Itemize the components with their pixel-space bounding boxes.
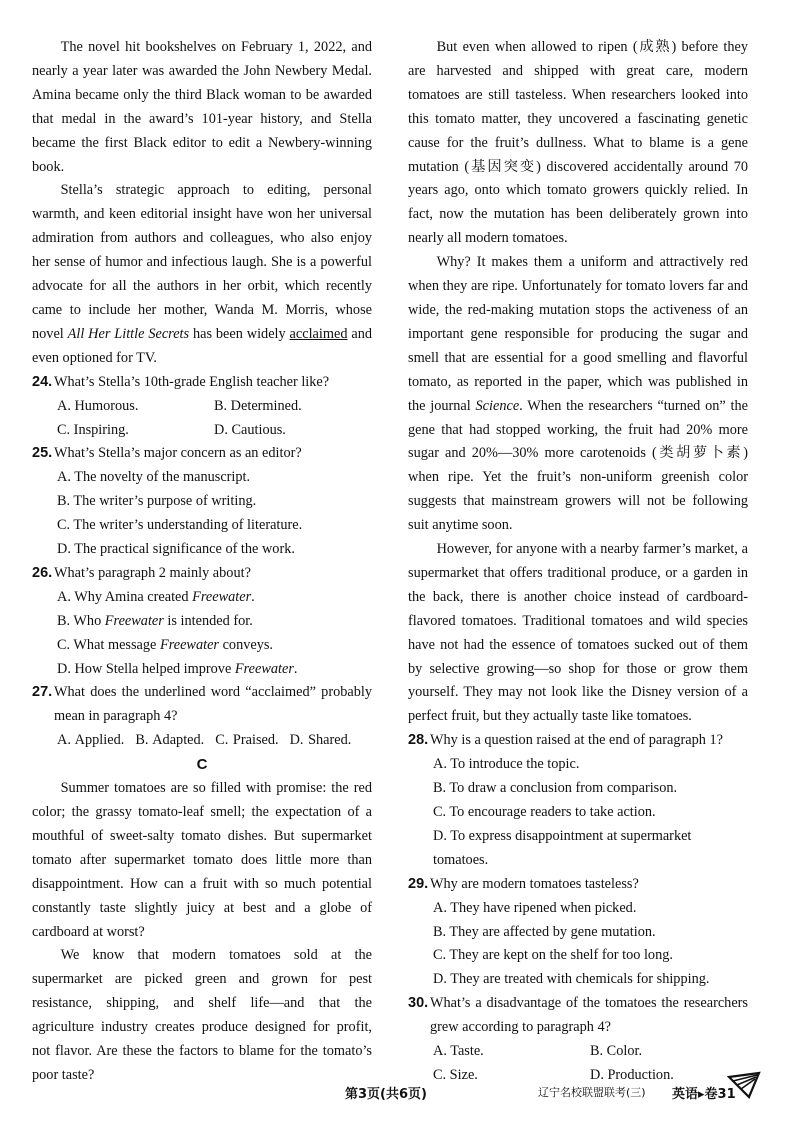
underlined-word: acclaimed xyxy=(289,325,348,342)
left-column xyxy=(32,36,372,1088)
question-30: 30. What’s a disadvantage of the tomatoes the researchers grew according to paragraph 4? xyxy=(408,995,748,1036)
question-25: 25. What’s Stella’s major concern as an editor? xyxy=(32,445,302,462)
option[interactable]: B. They are affected by gene mutation. xyxy=(433,923,656,940)
option[interactable]: B. Color. xyxy=(590,1043,643,1060)
question-29: 29. Why are modern tomatoes tasteless? xyxy=(408,875,639,892)
paragraph: But even when allowed to ripen (成熟) before they are harvested and shipped with great care, modern tomatoes are still tasteless. When researchers looked into this tomato matter, they uncovered a fascinating genetic cause for the fruit’s dullness. What to blame is a gene mutation (基因突变) discovered accidentally around 70 years ago, onto which tomato growers quickly relied. In fact, now the mutation has been deliberately grown into nearly all modern tomatoes. xyxy=(408,39,748,247)
option[interactable]: A. Humorous. xyxy=(57,397,139,414)
right-column xyxy=(408,36,748,1088)
options-row xyxy=(32,419,372,443)
option[interactable]: C. Size. xyxy=(433,1066,478,1083)
option[interactable]: C. What message Freewater conveys. xyxy=(57,636,273,653)
options-row xyxy=(32,729,372,753)
page-number: 第3页(共6页) xyxy=(345,1087,427,1102)
options-row xyxy=(408,1040,748,1064)
option[interactable]: D. Cautious. xyxy=(214,421,286,438)
exam-name: 辽宁名校联盟联考(三) xyxy=(538,1086,646,1099)
option[interactable]: B. Who Freewater is intended for. xyxy=(57,612,253,629)
subject-label: 英语▸卷31 xyxy=(672,1087,736,1102)
option[interactable]: A. Applied. xyxy=(57,732,125,749)
paragraph: The novel hit bookshelves on February 1, 2022, and nearly a year later was awarded the John Newbery Medal. Amina became only the third Black woman to be awarded that medal in the award’s 101-year history, and Stella became the first Black editor to edit a Newbery-winning book. xyxy=(32,39,372,175)
paragraph: Stella’s strategic approach to editing, personal warmth, and keen editorial insight have won her universal admiration from authors and colleagues, who also enjoy her sense of humor and infectious laugh. She is a powerful advocate for all the authors in her orbit, which recently came to include her mother, Wanda M. Morris, whose novel All Her Little Secrets has been widely acclaimed and even optioned for TV. xyxy=(32,182,373,366)
paragraph: Summer tomatoes are so filled with promise: the red color; the grassy tomato-leaf smell; the expectation of a mouthful of sweet-salty tomato dishes. But supermarket tomato after supermarket tomato does little more than disappointment. How can a fruit with so much potential constantly taste slightly juicy at best and a globe of cardboard at worst? xyxy=(32,780,372,940)
option[interactable]: C. To encourage readers to take action. xyxy=(433,804,656,820)
option[interactable]: A. Why Amina created Freewater. xyxy=(57,588,255,605)
question-27: 27. What does the underlined word “acclaimed” probably mean in paragraph 4? xyxy=(32,684,372,725)
option[interactable]: C. The writer’s understanding of literature. xyxy=(57,517,303,534)
option[interactable]: D. Shared. xyxy=(289,732,352,749)
page-footer xyxy=(0,1083,800,1113)
option[interactable]: A. The novelty of the manuscript. xyxy=(57,469,251,486)
option[interactable]: B. Adapted. xyxy=(135,732,205,749)
option[interactable]: D. How Stella helped improve Freewater. xyxy=(57,660,298,677)
paragraph: We know that modern tomatoes sold at the supermarket are picked green and grown for pest resistance, shipping, and shelf life—and that the agriculture industry creates produce designed for profit, not flavor. Are these the factors to blame for the tomato’s poor taste? xyxy=(32,947,372,1083)
paper-plane-logo-icon xyxy=(727,1071,761,1101)
section-heading: C xyxy=(196,756,208,774)
option[interactable]: B. Determined. xyxy=(214,397,302,414)
option[interactable]: B. To draw a conclusion from comparison. xyxy=(433,780,678,797)
option[interactable]: A. Taste. xyxy=(433,1043,484,1060)
option[interactable]: C. Praised. xyxy=(215,732,279,749)
question-28: 28. Why is a question raised at the end of paragraph 1? xyxy=(408,732,723,749)
paragraph: However, for anyone with a nearby farmer’s market, a supermarket that offers traditional produce, or a garden in the back, there is another choice instead of cardboard-flavored tomatoes. Traditional tomatoes and wild species have not had the essence of tomatoes sucked out of them by selective growing—so shop for those or grow them yourself. They may not look like the Disney version of a perfect fruit, but they actually taste like tomatoes. xyxy=(408,541,748,725)
journal-title: Science xyxy=(475,397,520,414)
option[interactable]: C. They are kept on the shelf for too long. xyxy=(433,947,673,964)
question-24: 24. What’s Stella’s 10th-grade English teacher like? xyxy=(32,373,330,390)
option[interactable]: C. Inspiring. xyxy=(57,421,129,438)
question-26: 26. What’s paragraph 2 mainly about? xyxy=(32,564,251,581)
book-title: All Her Little Secrets xyxy=(67,325,190,342)
option[interactable]: D. They are treated with chemicals for shipping. xyxy=(433,971,710,988)
option[interactable]: A. To introduce the topic. xyxy=(433,756,580,773)
option[interactable]: B. The writer’s purpose of writing. xyxy=(57,493,257,510)
option[interactable]: A. They have ripened when picked. xyxy=(433,899,637,916)
paragraph: Why? It makes them a uniform and attractively red when they are ripe. Unfortunately for tomato lovers far and wide, the red-making mutation stops the activeness of an important gene responsible for producing the sugar and smell that are essential for a good smelling and flavorful tomato, as reported in the paper, which was published in the journal Science. When the researchers “turned on” the gene that had stopped working, the fruit had 20% more sugar and 20%—30% more carotenoids (类胡萝卜素) when ripe. Yet the fruit’s non-uniform greenish color suggests that mainstream growers will not be following suit anytime soon. xyxy=(408,254,748,534)
options-row xyxy=(32,395,372,419)
option[interactable]: D. To express disappointment at supermarket tomatoes. xyxy=(433,827,692,868)
option[interactable]: D. Production. xyxy=(590,1066,674,1083)
option[interactable]: D. The practical significance of the work. xyxy=(57,541,295,558)
